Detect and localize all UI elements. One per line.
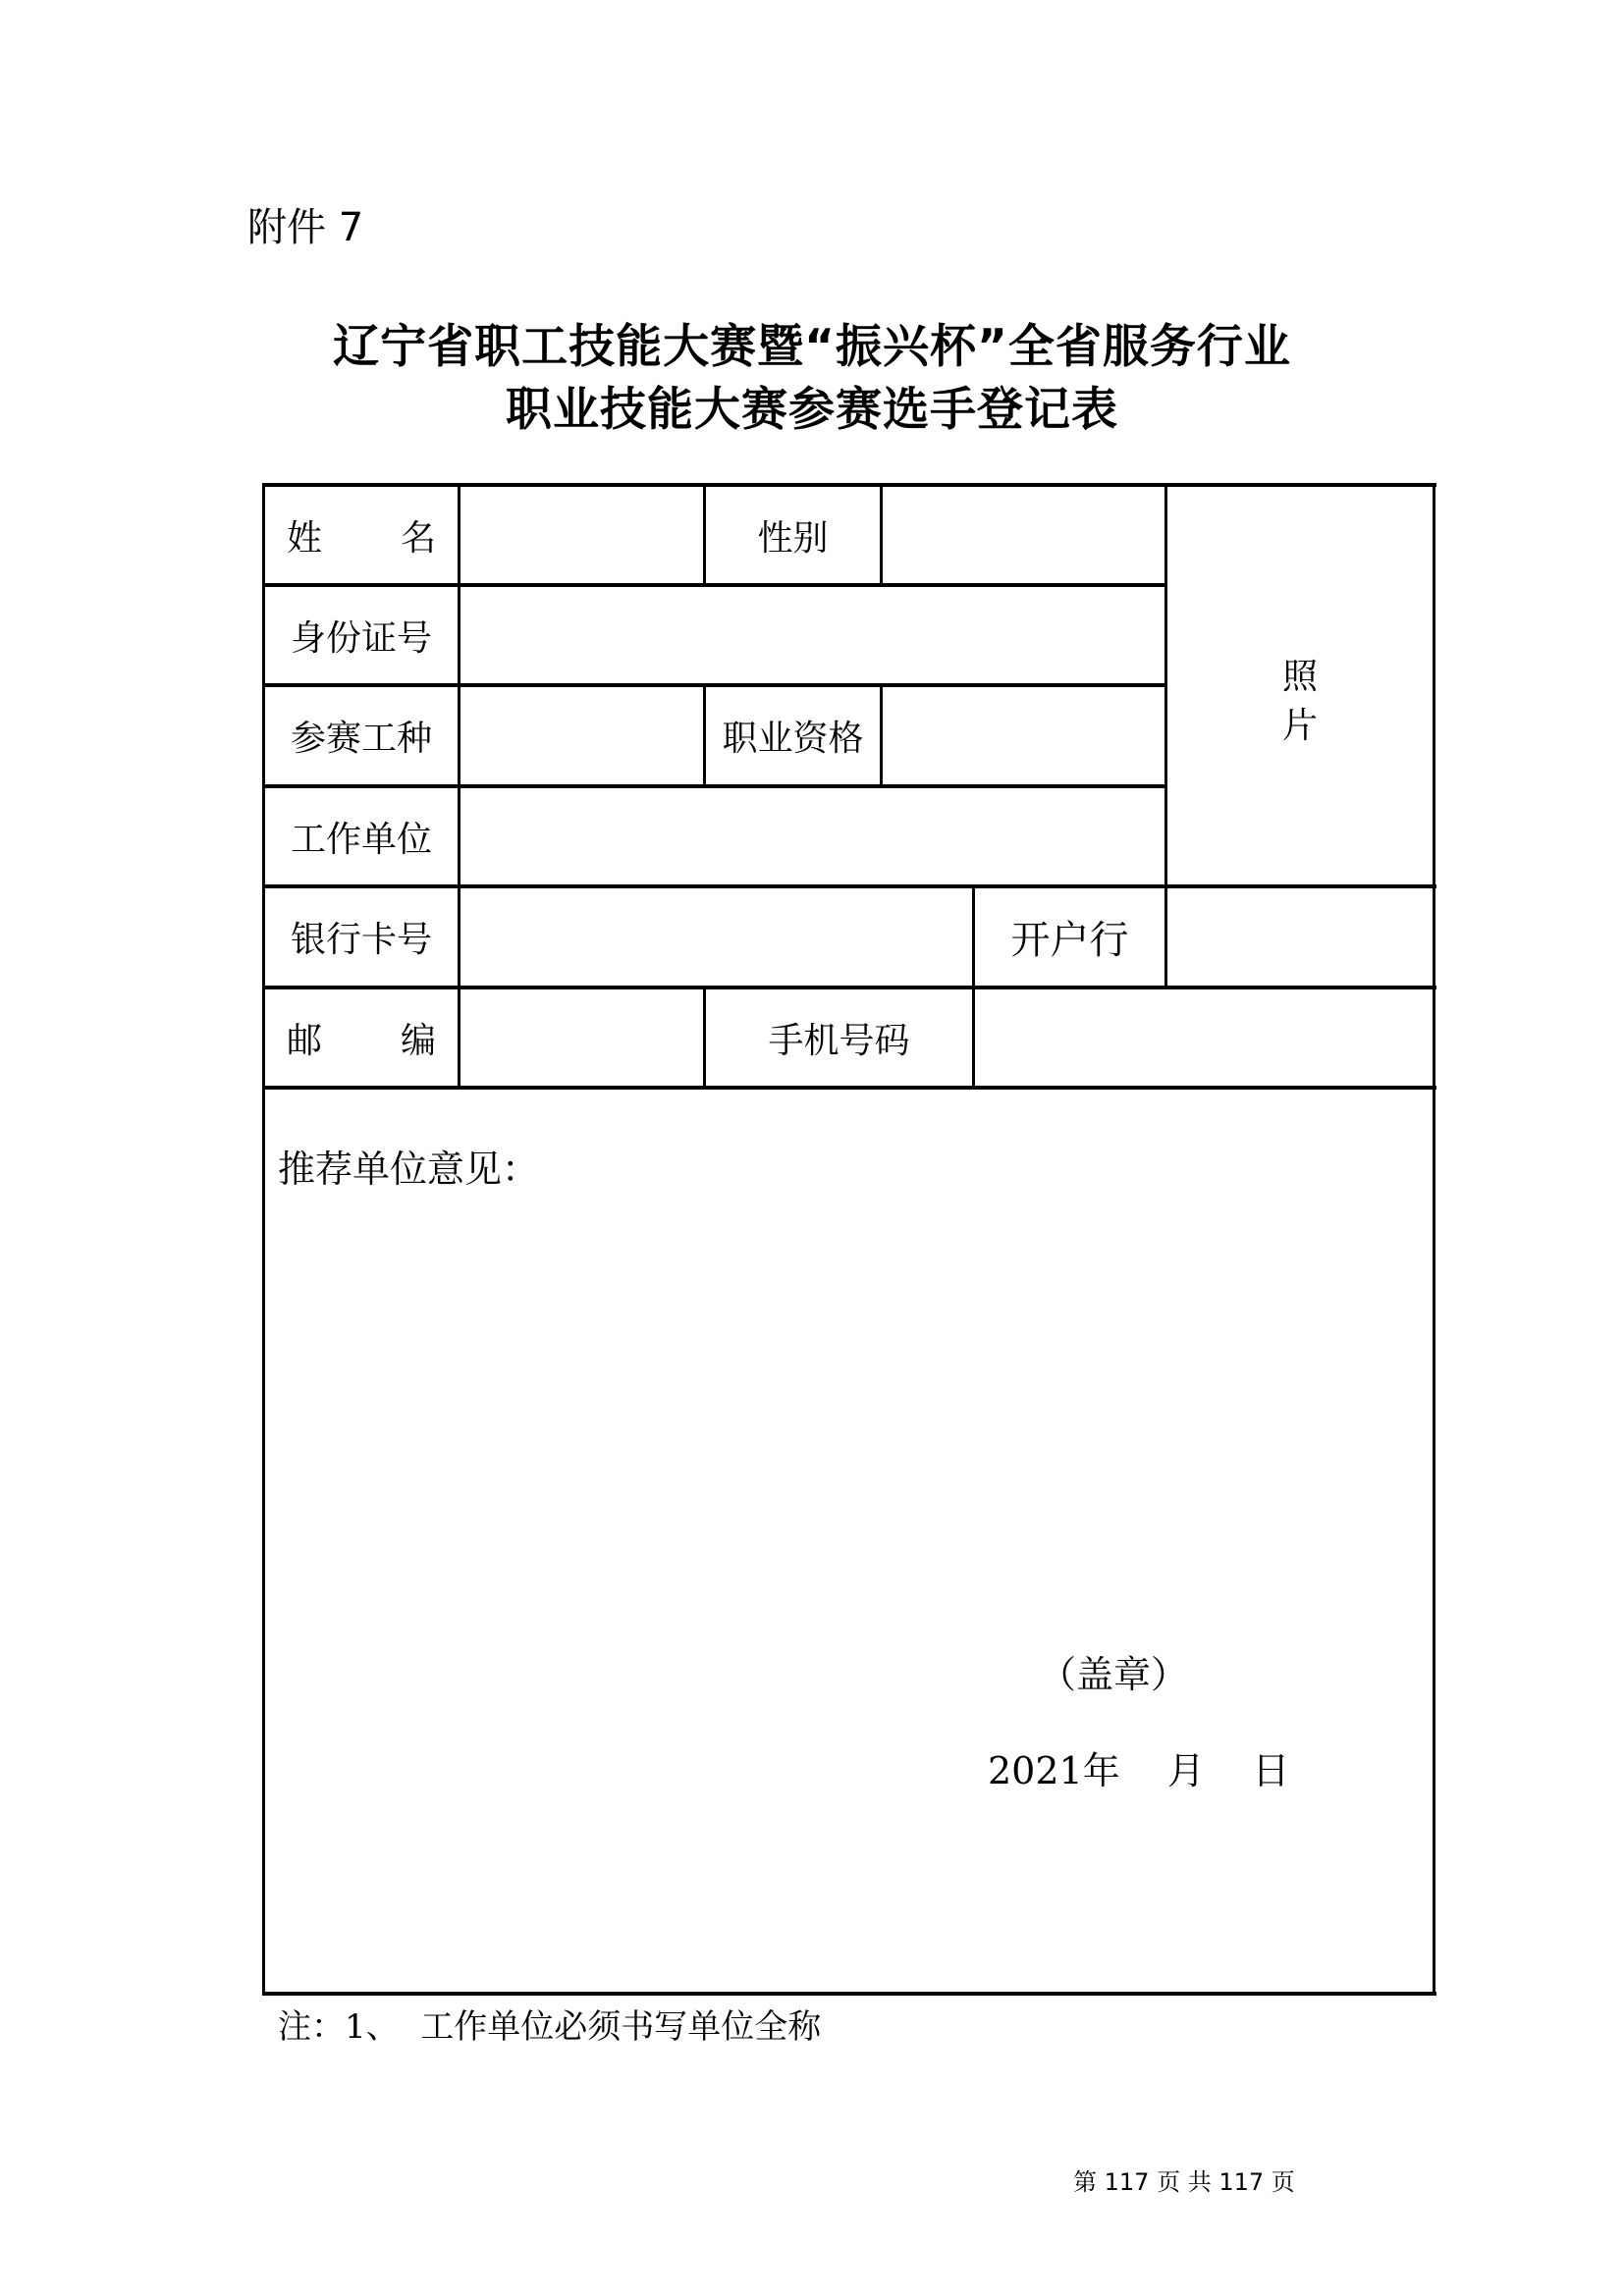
recommendation-opinion-area[interactable] xyxy=(265,1090,1433,1992)
postcode-field[interactable] xyxy=(460,989,703,1086)
gender-label: 性别 xyxy=(757,517,829,559)
competition-trade-field[interactable] xyxy=(460,687,703,784)
postcode-label-char2: 编 xyxy=(400,1020,436,1061)
bank-card-label: 银行卡号 xyxy=(290,920,432,960)
table-border-bottom xyxy=(262,1992,1436,1996)
attachment-label: 附件 7 xyxy=(247,205,364,250)
name-label-char2: 名 xyxy=(400,517,436,559)
work-unit-field[interactable] xyxy=(460,788,1164,884)
photo-label-char2: 片 xyxy=(1281,706,1318,746)
mobile-field[interactable] xyxy=(975,989,1433,1086)
name-label-char1: 姓 xyxy=(287,517,323,559)
name-label xyxy=(265,487,458,583)
id-number-label: 身份证号 xyxy=(290,617,432,659)
bank-label: 开户行 xyxy=(1010,918,1129,963)
qualification-label: 职业资格 xyxy=(722,719,864,759)
table-border-right xyxy=(1433,483,1435,1996)
postcode-label-char1: 邮 xyxy=(287,1020,323,1061)
photo-label-char1: 照 xyxy=(1281,657,1318,697)
postcode-label xyxy=(265,989,458,1086)
bank-card-field[interactable] xyxy=(460,888,972,986)
bank-field[interactable] xyxy=(1167,888,1433,986)
competition-trade-label: 参赛工种 xyxy=(290,719,432,759)
page-title-line2: 职业技能大赛参赛选手登记表 xyxy=(506,383,1118,437)
mobile-label: 手机号码 xyxy=(768,1020,910,1061)
footnote: 注：1、 工作单位必须书写单位全称 xyxy=(278,2007,822,2047)
work-unit-label: 工作单位 xyxy=(290,819,432,860)
qualification-field[interactable] xyxy=(883,687,1164,784)
opinion-label: 推荐单位意见： xyxy=(278,1148,540,1191)
page-title-line1: 辽宁省职工技能大赛暨“振兴杯”全省服务行业 xyxy=(333,320,1291,374)
page-number: 第 117 页 共 117 页 xyxy=(1073,2168,1295,2196)
id-number-field[interactable] xyxy=(460,587,1164,683)
date-line: 2021年 月 日 xyxy=(988,1749,1290,1792)
photo-area[interactable] xyxy=(1167,487,1433,884)
gender-field[interactable] xyxy=(883,487,1164,583)
seal-label: （盖章） xyxy=(1039,1653,1189,1696)
name-field[interactable] xyxy=(460,487,703,583)
